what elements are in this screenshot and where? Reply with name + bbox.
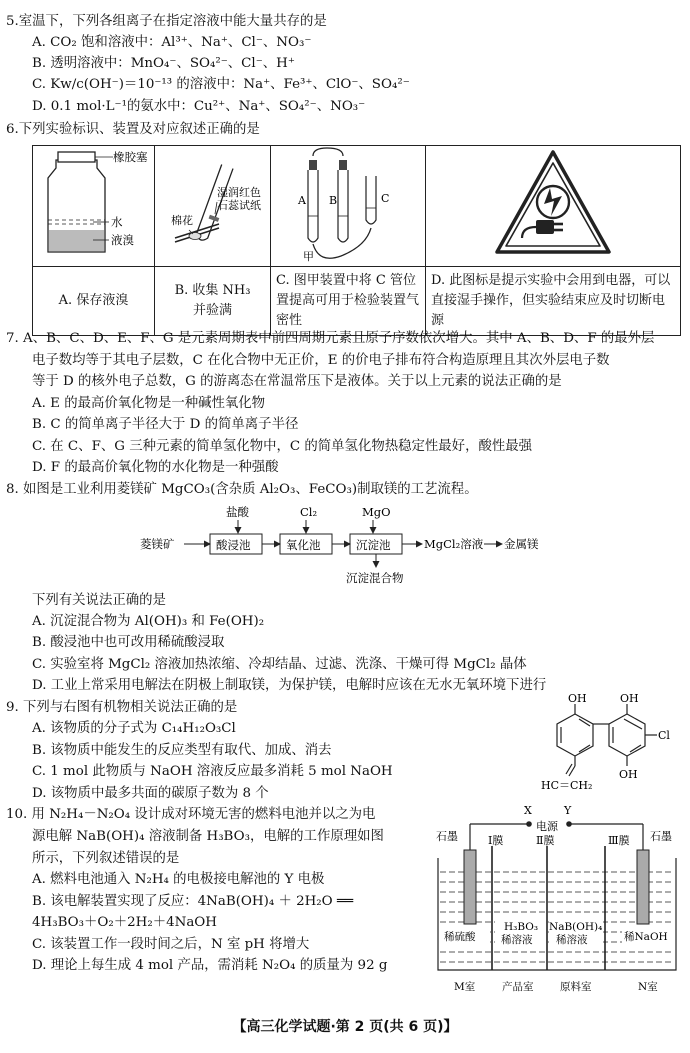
lightning-icon: [544, 188, 562, 216]
flow-oxid: 氧化池: [286, 538, 321, 552]
fig-membrane-1: Ⅰ膜: [488, 834, 504, 847]
fig-x: X: [524, 804, 532, 817]
fig-membrane-2: Ⅱ膜: [536, 834, 555, 847]
q10-option-c: C. 该装置工作一段时间之后，N 室 pH 将增大: [32, 937, 310, 952]
q10-electrolysis-diagram: [432, 800, 684, 1000]
page-footer: 【高三化学试题·第 2 页(共 6 页)】: [232, 1019, 458, 1035]
fig-y: Y: [564, 804, 572, 817]
q8-lead: 下列有关说法正确的是: [32, 593, 166, 608]
q9-oh2: OH: [620, 692, 639, 705]
fig-graphite-left: 石墨: [436, 830, 458, 843]
flow-leach: 酸浸池: [216, 538, 251, 552]
flow-metal: 金属镁: [504, 537, 539, 551]
q6-caption-d: D. 此图标是提示实验中会用到电器，可以直接湿手操作，但实验结束应及时切断电源: [426, 267, 681, 336]
fig-power: 电源: [536, 820, 558, 833]
flow-hcl: 盐酸: [226, 505, 249, 519]
warning-triangle-icon: [497, 152, 609, 252]
q5-option-c: C. Kw/c(OH⁻)＝10⁻¹³ 的溶液中：Na⁺、Fe³⁺、ClO⁻、SO₄²⁻: [32, 77, 410, 92]
q5-option-a: A. CO₂ 饱和溶液中：Al³⁺、Na⁺、Cl⁻、NO₃⁻: [32, 35, 312, 50]
q6-fig-b: [155, 146, 271, 267]
fig-sol-m: 稀硫酸: [444, 931, 476, 943]
q9-option-c: C. 1 mol 此物质与 NaOH 溶液反应最多消耗 5 mol NaOH: [32, 764, 393, 779]
graphite-electrode-left: [464, 850, 476, 924]
q10-line3: 所示，下列叙述错误的是: [32, 851, 180, 866]
q10-option-b-line2: 4H₃BO₃＋O₂＋2H₂＋4NaOH: [32, 915, 217, 930]
q9-option-b: B. 该物质中能发生的反应类型有取代、加成、消去: [32, 743, 332, 758]
q6-fig-a: [33, 146, 155, 267]
q9-structure: [535, 692, 685, 796]
fig-sol-p1: H₃BO₃: [504, 921, 539, 933]
fig-room-n: N室: [638, 981, 658, 993]
label-c: C: [381, 192, 390, 205]
q5-option-d: D. 0.1 mol·L⁻¹的氨水中：Cu²⁺、Na⁺、SO₄²⁻、NO₃⁻: [32, 99, 366, 114]
q7-option-a: A. E 的最高价氧化物是一种碱性氧化物: [32, 396, 266, 411]
flow-mix: 沉淀混合物: [346, 571, 404, 585]
flow-mgo: MgO: [362, 505, 391, 519]
q10-option-a: A. 燃料电池通入 N₂H₄ 的电极接电解池的 Y 电极: [32, 872, 325, 887]
label-b: B: [329, 194, 338, 207]
fig-room-m: M室: [454, 981, 476, 993]
q8-option-a: A. 沉淀混合物为 Al(OH)₃ 和 Fe(OH)₂: [32, 614, 265, 629]
q10-option-b-line1: B. 该电解装置实现了反应：4NaB(OH)₄ ＋ 2H₂O ══: [32, 894, 354, 909]
q6-caption-b-line1: B. 收集 NH₃: [174, 283, 251, 298]
fig-sol-n: 稀NaOH: [624, 931, 668, 943]
fig-graphite-right: 石墨: [650, 830, 672, 843]
q7-line2: 电子数均等于其电子层数，C 在化合物中无正价，E 的价电子排布符合构造原理且其次外层电子数: [32, 353, 610, 368]
fig-sol-p2: 稀溶液: [501, 934, 533, 946]
q8-stem: 8. 如图是工业利用菱镁矿 MgCO₃(含杂质 Al₂O₃、FeCO₃)制取镁的工艺流程。: [6, 482, 478, 497]
q7-option-b: B. C 的简单离子半径大于 D 的简单离子半径: [32, 417, 299, 432]
label-bromine: 液溴: [111, 233, 134, 247]
q9-stem: 9. 下列与右图有机物相关说法正确的是: [6, 700, 238, 715]
q8-option-c: C. 实验室将 MgCl₂ 溶液加热浓缩、冷却结晶、过滤、洗涤、干燥可得 MgCl₂ 晶体: [32, 657, 527, 672]
q9-cl: Cl: [658, 729, 670, 742]
label-water: 水: [111, 215, 123, 229]
q6-caption-b-line2: 并验满: [192, 303, 232, 318]
q7-option-d: D. F 的最高价氧化物的水化物是一种强酸: [32, 460, 279, 475]
q10-line2: 源电解 NaB(OH)₄ 溶液制备 H₃BO₃，电解的工作原理如图: [32, 829, 384, 844]
stopper-icon: [58, 152, 95, 162]
q6-stem: 6.下列实验标识、装置及对应叙述正确的是: [6, 122, 260, 137]
q9-option-d: D. 该物质中最多共面的碳原子数为 8 个: [32, 786, 269, 801]
q9-oh1: OH: [568, 692, 587, 705]
plug-icon: [536, 220, 554, 234]
graphite-electrode-right: [637, 850, 649, 924]
q9-oh3: OH: [619, 768, 638, 781]
fig-room-p: 产品室: [502, 981, 534, 993]
fig-room-r: 原料室: [560, 981, 592, 993]
q8-flowchart: [140, 500, 560, 590]
q8-option-b: B. 酸浸池中也可改用稀硫酸浸取: [32, 635, 225, 650]
flow-ore: 菱镁矿: [140, 537, 175, 551]
flow-mgcl2: MgCl₂溶液: [424, 537, 484, 551]
q6-caption-c: C. 图甲装置中将 C 管位置提高可用于检验装置气密性: [271, 267, 426, 336]
q9-vinyl: HC＝CH₂: [541, 779, 593, 792]
label-cotton: 棉花: [171, 214, 193, 227]
q7-option-c: C. 在 C、F、G 三种元素的简单氢化物中，C 的简单氢化物热稳定性最好，酸性最强: [32, 439, 533, 454]
q6-figure-table: [32, 145, 681, 336]
q5-option-b: B. 透明溶液中：MnO₄⁻、SO₄²⁻、Cl⁻、H⁺: [32, 56, 295, 71]
q7-line3: 等于 D 的核外电子总数，G 的游离态在常温常压下是液体。关于以上元素的说法正确的是: [32, 374, 562, 389]
q6-caption-b: [155, 267, 271, 336]
fig-sol-r1: NaB(OH)₄: [549, 921, 603, 933]
fig-membrane-3: Ⅲ膜: [608, 834, 630, 847]
q10-option-d: D. 理论上每生成 4 mol 产品，需消耗 N₂O₄ 的质量为 92 g: [32, 958, 388, 973]
label-stopper: 橡胶塞: [113, 150, 148, 164]
q7-line1: 7. A、B、C、D、E、F、G 是元素周期表中前四周期元素且原子序数依次增大。其中 A、B、D、F 的最外层: [6, 331, 655, 346]
label-litmus-1: 湿润红色: [217, 186, 261, 199]
flow-cl2: Cl₂: [300, 505, 318, 519]
fig-sol-r2: 稀溶液: [556, 934, 588, 946]
label-a: A: [298, 194, 306, 207]
q8-option-d: D. 工业上常采用电解法在阴极上制取镁，为保护镁，电解时应该在无水无氧环境下进行: [32, 678, 547, 693]
q10-line1: 10. 用 N₂H₄－N₂O₄ 设计成对环境无害的燃料电池并以之为电: [6, 807, 376, 822]
q6-fig-d: [426, 146, 681, 267]
q6-caption-a: A. 保存液溴: [33, 267, 155, 336]
label-litmus-2: 石蕊试纸: [217, 199, 261, 212]
q5-stem: 5.室温下，下列各组离子在指定溶液中能大量共存的是: [6, 14, 327, 29]
q9-option-a: A. 该物质的分子式为 C₁₄H₁₂O₃Cl: [32, 721, 236, 736]
label-jia: 甲: [303, 250, 314, 262]
flow-precip: 沉淀池: [356, 538, 391, 552]
q6-fig-c: [271, 146, 426, 267]
